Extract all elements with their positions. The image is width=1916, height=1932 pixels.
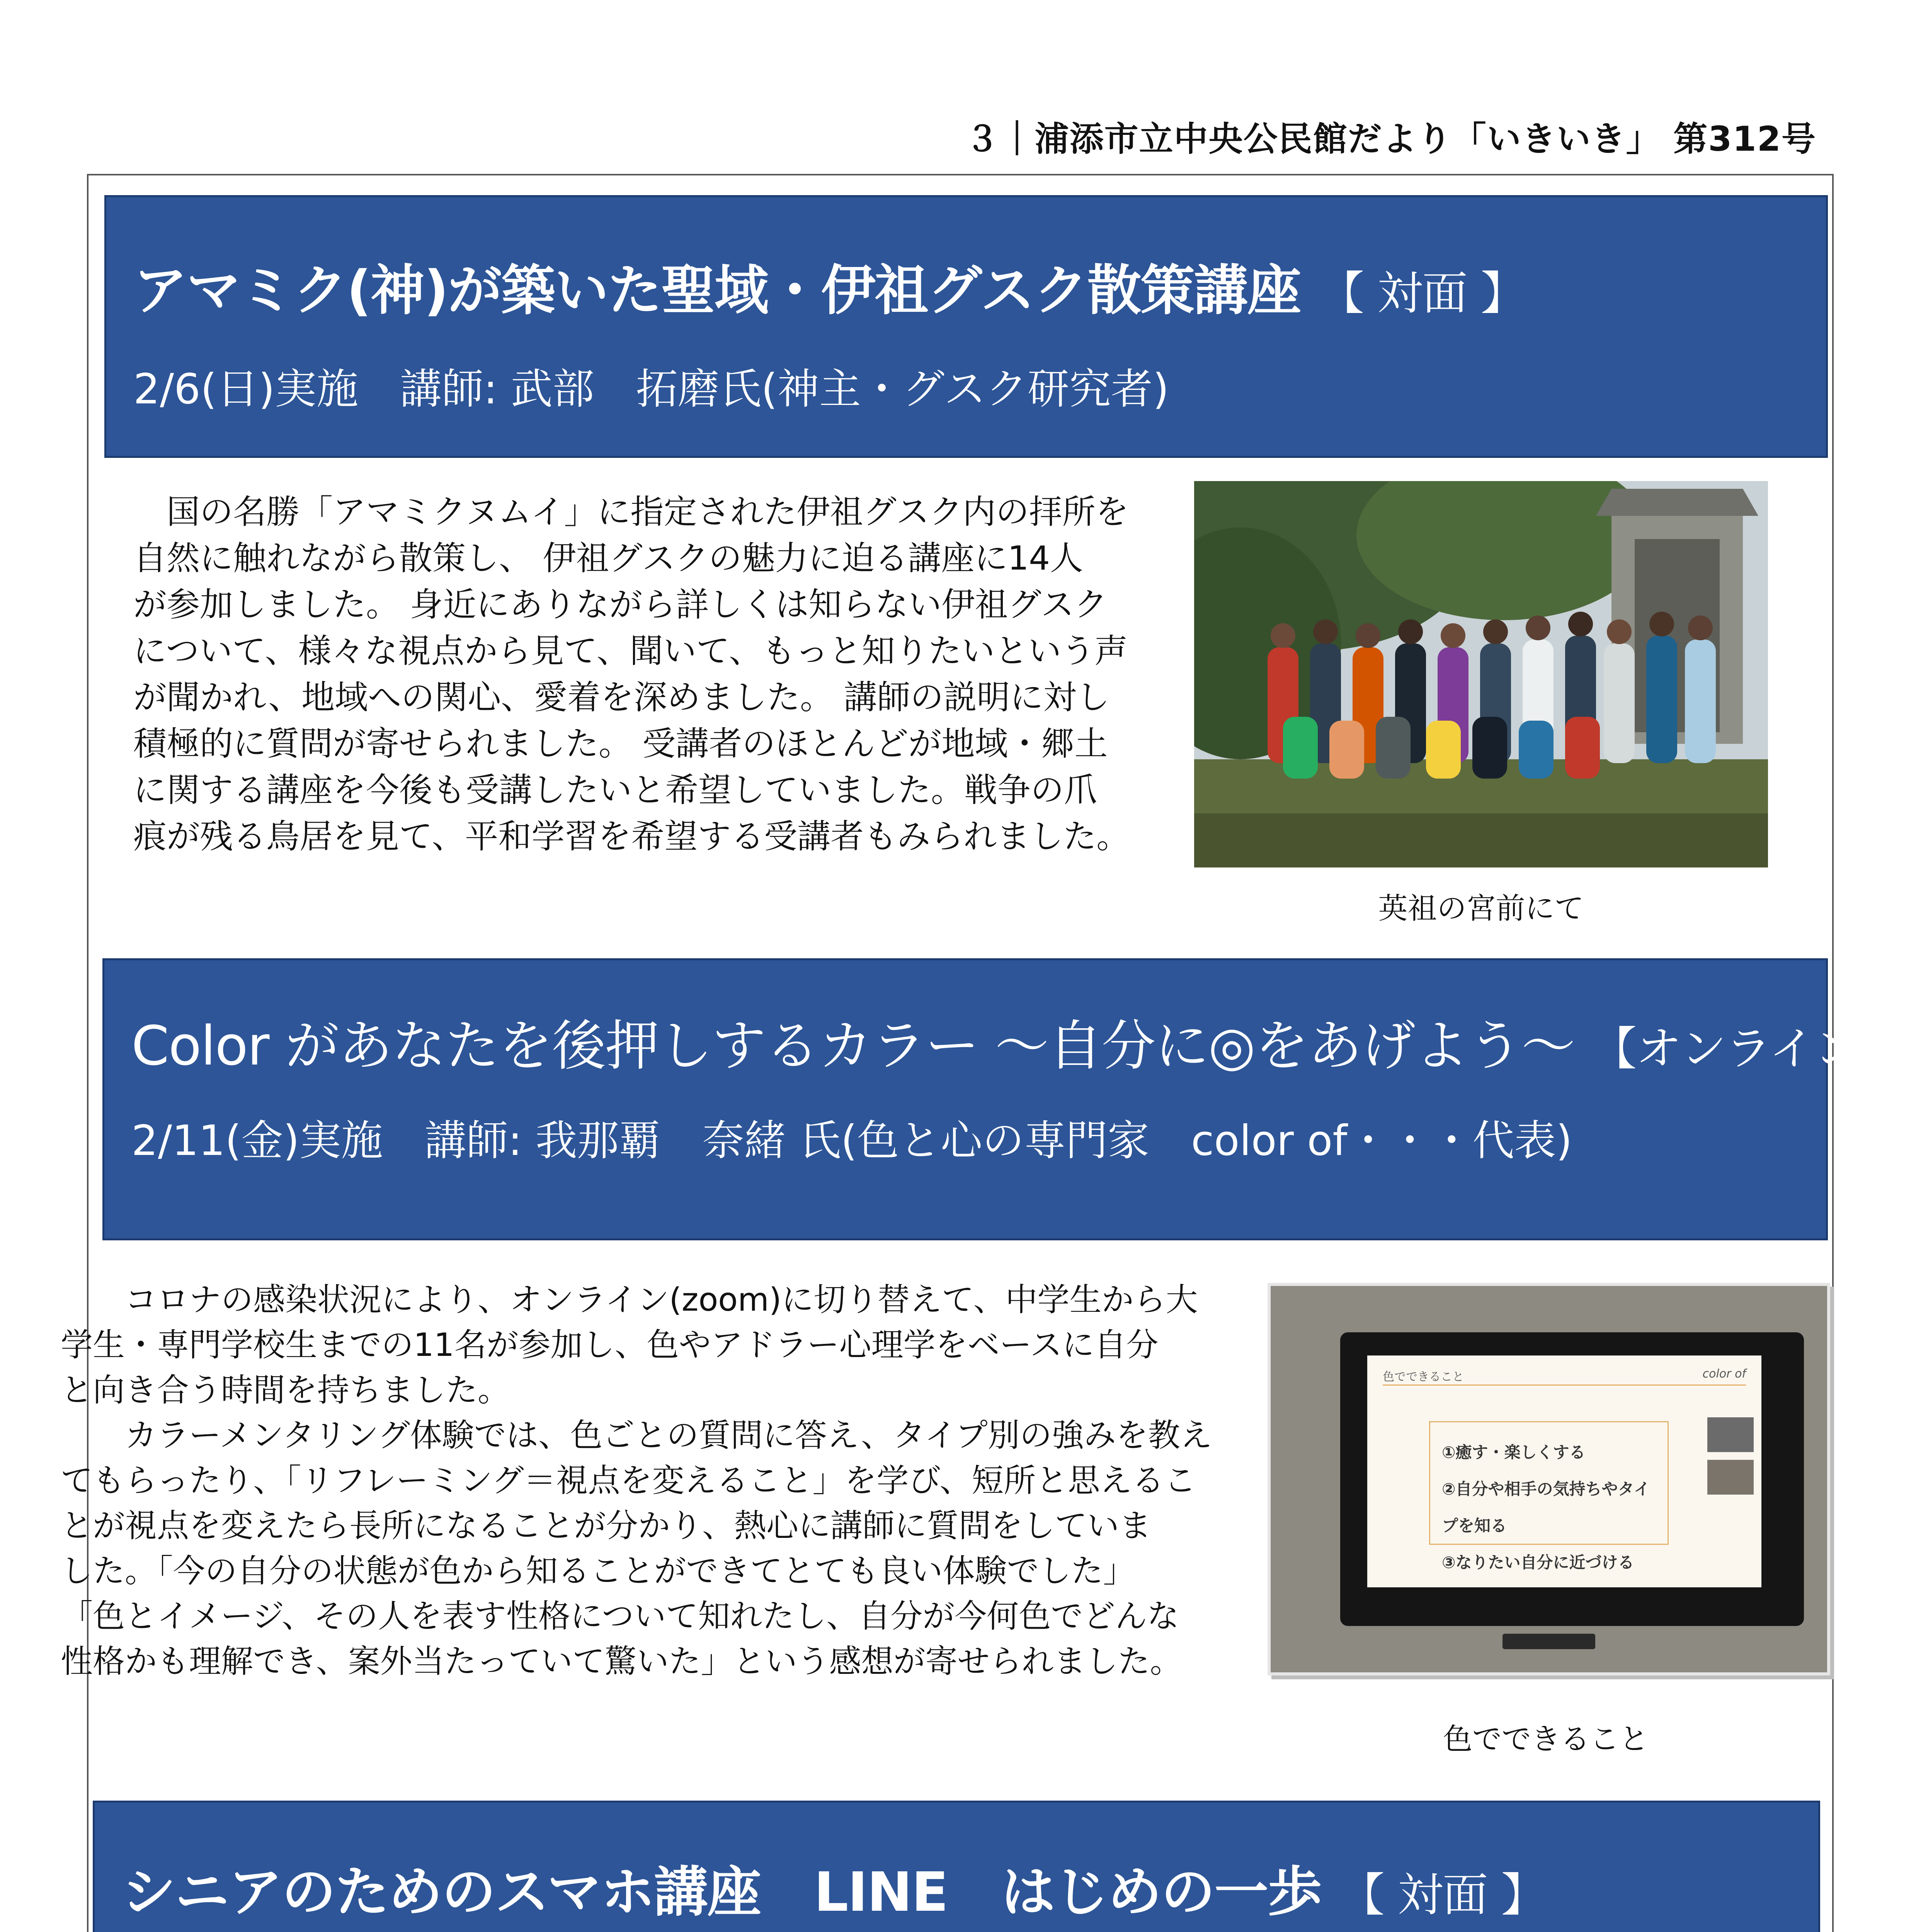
section1-title: アマミク(神)が築いた聖域・伊祖グスク散策講座 bbox=[133, 259, 1301, 322]
body-line: 積極的に質問が寄せられました。 受講者のほとんどが地域・郷土 bbox=[133, 724, 1108, 763]
body-line: カラーメンタリング体験では、色ごとの質問に答え、タイプ別の強みを教え bbox=[125, 1417, 1212, 1454]
body-line: 学生・専門学校生までの11名が参加し、色やアドラー心理学をベースに自分 bbox=[61, 1326, 1159, 1364]
section2-caption: 色でできること bbox=[1443, 1722, 1649, 1756]
section2-title-line bbox=[131, 1003, 1904, 1080]
section1-subtitle: 2/6(日)実施 講師: 武部 拓磨氏(神主・グスク研究者) bbox=[133, 365, 1169, 413]
body-line: 性格かも理解でき、案外当たっていて驚いた」という感想が寄せられました。 bbox=[61, 1643, 1182, 1680]
laptop-base bbox=[1503, 1634, 1595, 1649]
body-line: が参加しました。 身近にありながら詳しくは知らない伊祖グスク bbox=[133, 585, 1108, 624]
body-line: 痕が残る鳥居を見て、平和学習を希望する受講者もみられました。 bbox=[133, 817, 1130, 856]
screen-divider bbox=[1383, 1384, 1746, 1386]
body-line: 国の名勝「アマミクヌムイ」に指定された伊祖グスク内の拝所を bbox=[167, 493, 1129, 531]
body-line: てもらったり、「リフレーミング＝視点を変えること」を学び、短所と思えるこ bbox=[61, 1462, 1196, 1499]
laptop-photo bbox=[1268, 1283, 1830, 1675]
section2-tag: 【オンライン】 bbox=[1591, 1022, 1904, 1075]
video-thumbnail bbox=[1707, 1417, 1754, 1452]
body-line: とが視点を変えたら長所になることが分かり、熱心に講師に質問をしていま bbox=[61, 1507, 1151, 1544]
page-header: ３｜浦添市立中央公民館だより「いきいき」 第312号 bbox=[965, 119, 1816, 159]
screen-item: ③なりたい自分に近づける bbox=[1442, 1553, 1634, 1572]
section1-banner bbox=[104, 195, 1828, 458]
section1-tag: 【 対面 】 bbox=[1319, 267, 1526, 320]
video-thumbnail bbox=[1707, 1460, 1754, 1495]
section2-title: Color があなたを後押しするカラー ～自分に◎をあげよう～ bbox=[131, 1015, 1575, 1078]
body-line: した。「今の自分の状態が色から知ることができてとても良い体験でした」 bbox=[61, 1552, 1135, 1590]
group-photo-drawing bbox=[1194, 481, 1768, 867]
screen-item: ②自分や相手の気持ちやタイプを知る bbox=[1442, 1480, 1650, 1535]
section1-body bbox=[133, 489, 1138, 860]
body-line: と向き合う時間を持ちました。 bbox=[61, 1371, 510, 1409]
section3-tag: 【 対面 】 bbox=[1339, 1868, 1546, 1922]
section2-paragraph bbox=[61, 1277, 1252, 1413]
laptop-screen bbox=[1367, 1355, 1761, 1587]
section3-title: シニアのためのスマホ講座 LINE はじめの一歩 bbox=[122, 1861, 1321, 1924]
body-line: が聞かれ、地域への関心、愛着を深めました。 講師の説明に対し bbox=[133, 678, 1110, 717]
section1-title-line bbox=[133, 247, 1525, 325]
section2-banner bbox=[102, 958, 1904, 1240]
body-line: について、様々な視点から見て、聞いて、もっと知りたいという声 bbox=[133, 632, 1128, 670]
body-line: 自然に触れながら散策し、 伊祖グスクの魅力に迫る講座に14人 bbox=[133, 539, 1083, 578]
screen-brand: color of bbox=[1702, 1367, 1746, 1381]
section2-body bbox=[61, 1277, 1252, 1684]
section3-banner bbox=[93, 1801, 1820, 1932]
section3-title-line bbox=[122, 1849, 1546, 1927]
screen-heading: 色でできること bbox=[1383, 1370, 1464, 1384]
group-photo-shrine bbox=[1194, 481, 1768, 867]
section2-subtitle: 2/11(金)実施 講師: 我那覇 奈緒 氏(色と心の専門家 color of・・・代表) bbox=[131, 1117, 1572, 1165]
screen-item: ①癒す・楽しくする bbox=[1442, 1443, 1586, 1462]
section1-caption: 英祖の宮前にて bbox=[1378, 891, 1584, 925]
section1-paragraph bbox=[133, 489, 1138, 860]
body-line: に関する講座を今後も受講したいと希望していました。戦争の爪 bbox=[133, 771, 1097, 810]
body-line: コロナの感染状況により、オンライン(zoom)に切り替えて、中学生から大 bbox=[125, 1281, 1198, 1318]
section2-paragraph bbox=[61, 1413, 1252, 1684]
screen-list bbox=[1429, 1421, 1669, 1572]
body-line: 「色とイメージ、その人を表す性格について知れたし、自分が今何色でどんな bbox=[61, 1597, 1179, 1635]
